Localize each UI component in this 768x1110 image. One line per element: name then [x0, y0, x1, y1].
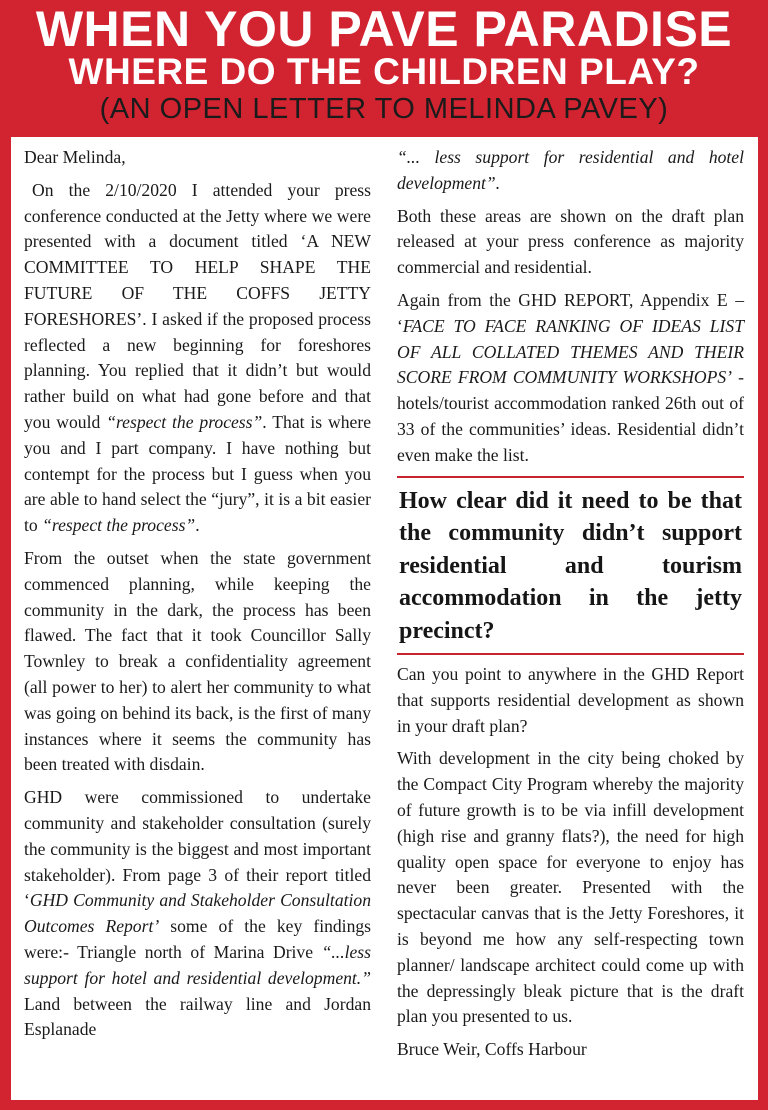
paragraph-1-text-a: On the 2/10/2020 I attended your press conference conducted at the Jetty where we were presented with a document titled ‘A NEW COMMITTEE TO HELP SHAPE THE FUTURE OF THE COFFS JETTY FORESHORES’. I asked if the proposed process reflected a new beginning for foreshores planning. You replied that it didn’t but would rather build on what had gone before and that you would	[24, 179, 371, 432]
salutation: Dear Melinda,	[24, 147, 126, 167]
report-title: GHD Community and Stakeholder Consultation Outcomes Report’	[24, 890, 371, 937]
paragraph-1-text-c: . That is where you and I part company. I have nothing but contempt for the process but I guess when you are able to hand select the “jury”, it is a bit easier to	[24, 411, 372, 536]
appendix-title: FACE TO FACE RANKING OF IDEAS LIST OF ALL COLLATED THEMES AND THEIR SCORE FROM COMMUNITY WORKSHOPS’	[397, 315, 744, 388]
signature: Bruce Weir, Coffs Harbour	[397, 1039, 587, 1060]
paragraph-3-text-a: GHD were commissioned to undertake community and stakeholder consultation (surely the community is the biggest and most important stakeholder). From page 3 of their report titled ‘	[24, 787, 371, 911]
right-column	[397, 145, 744, 1070]
headline-line-2: WHERE DO THE CHILDREN PLAY?	[68, 51, 700, 92]
paragraph-5	[397, 288, 744, 469]
callout-bottom-rule	[397, 653, 744, 655]
paragraph-7: With development in the city being choked by the Compact City Program whereby the majority of future growth is to be via infill development (high rise and granny flats?), the need for high quality open space for everyone to enjoy has never been greater. Presented with the spectacular canvas that is the Jetty Foreshores, it is beyond me how any self-respecting town planner/ landscape architect could come up with the depressingly bleak picture that is the draft plan you presented to us.	[397, 748, 744, 1027]
quote-respect-process-2: “respect the process”	[42, 515, 196, 536]
paragraph-3	[24, 785, 371, 1043]
paragraph-3-text-c: some of the key findings were:- Triangle north of Marina Drive	[24, 916, 372, 962]
paragraph-1-text-e: .	[195, 515, 200, 536]
paragraph-3-text-e: Land between the railway line and Jordan Esplanade	[24, 993, 371, 1040]
headline-line-1: WHEN YOU PAVE PARADISE	[35, 1, 733, 57]
headline-subtitle: (AN OPEN LETTER TO MELINDA PAVEY)	[99, 93, 669, 125]
paragraph-3-continued	[397, 145, 744, 197]
callout-top-rule	[397, 476, 744, 478]
paragraph-5-text-c: - hotels/tourist accommodation ranked 26th out of 33 of the communities’ ideas. Residential didn’t even make the list.	[397, 367, 744, 465]
paragraph-1	[24, 178, 371, 539]
paragraph-4: Both these areas are shown on the draft plan released at your press conference as majority commercial and residential.	[397, 205, 744, 278]
headline-banner	[0, 0, 768, 136]
left-column	[24, 145, 371, 1050]
paragraph-2: From the outset when the state government commenced planning, while keeping the community in the dark, the process has been flawed. The fact that it took Councillor Sally Townley to break a confidentiality agreement (all power to her) to alert her community to what was going on behind its back, is the first of many instances where it seems the community has been treated with disdain.	[24, 547, 371, 775]
quote-triangle: “...less support for hotel and residential development.”	[24, 941, 371, 988]
pull-quote: How clear did it need to be that the community didn’t support residential and tourism accommodation in the jetty precinct?	[399, 487, 742, 644]
quote-railway-land: “... less support for residential and hotel development”.	[397, 147, 744, 193]
quote-respect-process-1: “respect the process”	[106, 411, 263, 432]
letter-panel	[11, 137, 758, 1100]
paragraph-5-text-a: Again from the GHD REPORT, Appendix E – ‘	[397, 289, 744, 336]
paragraph-6: Can you point to anywhere in the GHD Report that supports residential development as shown in your draft plan?	[397, 664, 744, 736]
